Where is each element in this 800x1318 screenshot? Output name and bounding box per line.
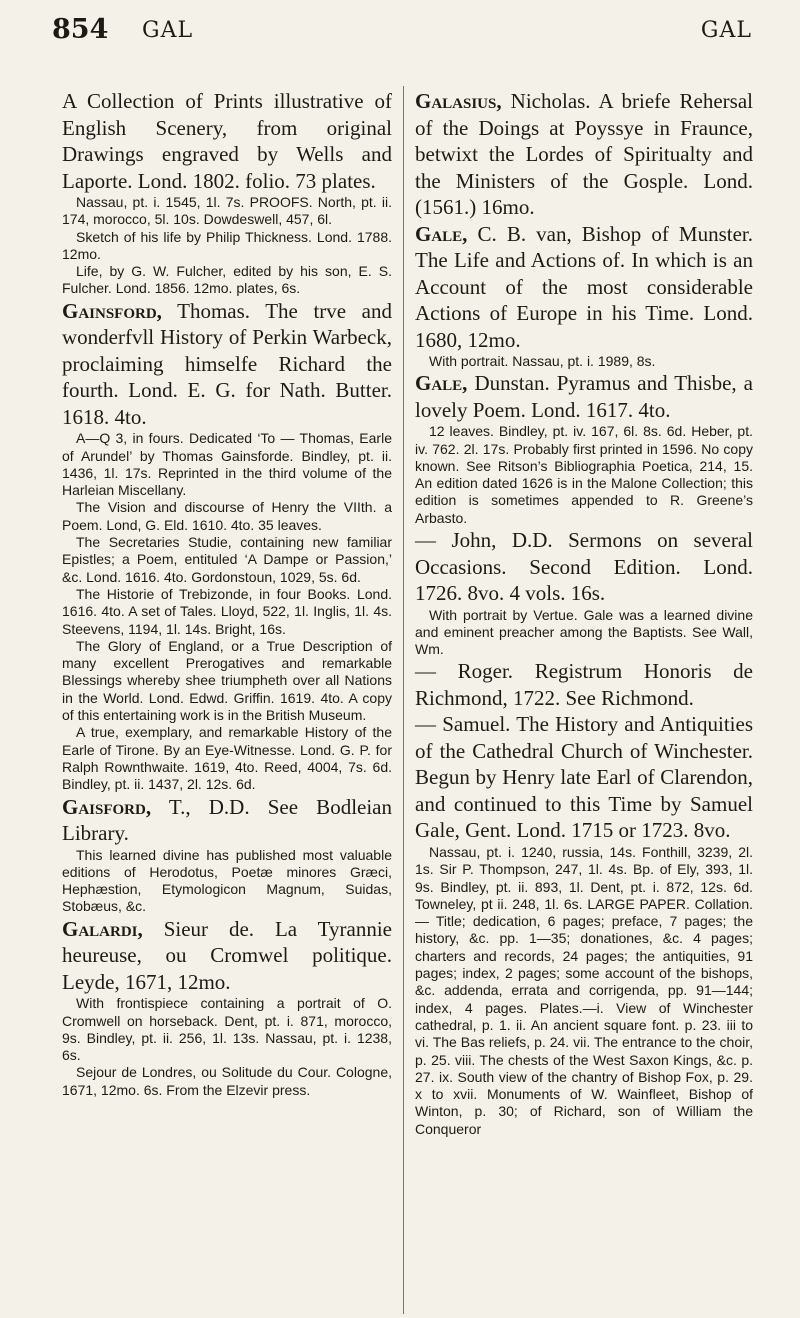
right-guide-word: GAL (700, 18, 752, 43)
entry-text: T., D.D. See Bodleian Library. (62, 794, 392, 846)
entry-text: Life, by G. W. Fulcher, edited by his son, E. S. Fulcher. Lond. 1856. 12mo. plates, 6s. (62, 263, 392, 297)
entry-text: Sieur de. La Tyrannie heureuse, ou Cromwel politique. Leyde, 1671, 12mo. (62, 916, 392, 994)
entry-note (62, 194, 392, 229)
entry-text: This learned divine has published most valuable editions of Herodotus, Poetæ minores Græci, Hephæstion, Etymologicon Magnum, Suidas, Stobæus, &c. (62, 846, 392, 915)
entry-author: Gaisford, (62, 794, 152, 819)
entry-text: — John, D.D. Sermons on several Occasions. Second Edition. Lond. 1726. 8vo. 4 vols. 16s. (415, 528, 753, 606)
entry-note (62, 1064, 392, 1099)
entry-text: The Secretaries Studie, containing new familiar Epistles; a Poem, entituled ‘A Dampe or Passion,’ &c. Lond. 1616. 4to. Gordonstoun, 1029, 5s. 6d. (62, 534, 392, 585)
entry-heading (415, 658, 753, 711)
entry-heading (415, 221, 753, 354)
entry-note (415, 607, 753, 659)
entry-text: — Roger. Registrum Honoris de Richmond, 1722. See Richmond. (415, 659, 753, 710)
entry-heading (415, 370, 753, 423)
entry-text: A—Q 3, in fours. Dedicated ‘To — Thomas, Earle of Arundel’ by Thomas Gainsforde. Bindley, pt. ii. 1436, 1l. 17s. Reprinted in the third volume of the Harleian Miscellany. (62, 430, 392, 499)
entry-text: Thomas. The trve and wonderfvll History of Perkin Warbeck, proclaiming himselfe Richard the fourth. Lond. E. G. for Nath. Butter. 1618. 4to. (62, 298, 392, 429)
entry-note (415, 353, 753, 370)
entry-text: The Historie of Trebizonde, in four Books. Lond. 1616. 4to. A set of Tales. Lloyd, 522, 1l. Inglis, 1l. 4s. Steevens, 1194, 1l. 14s. Bright, 16s. (62, 585, 392, 637)
left-column (62, 88, 392, 1099)
left-guide-word: GAL (142, 18, 194, 43)
entry-text: 12 leaves. Bindley, pt. iv. 167, 6l. 8s. 6d. Heber, pt. iv. 762. 2l. 17s. Probably first printed in 1596. No copy known. See Ritson’s Bibliographia Poetica, 214, 15. An edition dated 1626 is in the Malone Collection; this edition is sometimes appended to R. Greene’s Arbasto. (415, 423, 753, 526)
entry-heading (62, 88, 392, 194)
entry-text: Dunstan. Pyramus and Thisbe, a lovely Poem. Lond. 1617. 4to. (415, 371, 753, 422)
right-column (415, 88, 753, 1138)
entry-note (62, 499, 392, 534)
entry-author: Gale, (415, 221, 468, 246)
entry-note (62, 263, 392, 298)
entry-heading (62, 916, 392, 996)
entry-heading (62, 794, 392, 847)
entry-text: A Collection of Prints illustrative of English Scenery, from original Drawings engraved by Wells and Laporte. Lond. 1802. folio. 73 plates. (62, 89, 392, 193)
entry-text: Nassau, pt. i. 1545, 1l. 7s. PROOFS. North, pt. ii. 174, morocco, 5l. 10s. Dowdeswell, 457, 6l. (62, 194, 392, 228)
entry-text: With portrait. Nassau, pt. i. 1989, 8s. (429, 353, 656, 369)
entry-note (62, 229, 392, 264)
entry-note (62, 430, 392, 499)
entry-text: A true, exemplary, and remarkable History of the Earle of Tirone. By an Eye-Witnesse. Lond. G. P. for Ralph Rownthwaite. 1619, 4to. Reed, 4004, 7s. 6d. Bindley, pt. ii. 1437, 2l. 12s. 6d. (62, 724, 392, 793)
entry-author: Galardi, (62, 916, 143, 941)
entry-text: Sketch of his life by Philip Thickness. Lond. 1788. 12mo. (62, 228, 392, 262)
entry-note (415, 844, 753, 1138)
entry-note (62, 534, 392, 586)
entry-note (62, 995, 392, 1064)
entry-note (62, 724, 392, 793)
page-number: 854 (52, 14, 109, 45)
column-rule (403, 86, 404, 1314)
running-header (52, 14, 752, 48)
entry-text: C. B. van, Bishop of Munster. The Life and Actions of. In which is an Account of the most considerable Actions of Europe in his Time. Lond. 1680, 12mo. (415, 221, 753, 352)
entry-author: Galasius, (415, 89, 502, 113)
entry-text: The Vision and discourse of Henry the VIIth. a Poem. Lond, G. Eld. 1610. 4to. 35 leaves. (62, 499, 392, 533)
entry-author: Gainsford, (62, 298, 162, 323)
entry-text: The Glory of England, or a True Description of many excellent Prerogatives and remarkable Blessings whereby shee triumpheth over all Nations in the World. Lond. Edwd. Griffin. 1619. 4to. A copy of this entertaining work is in the British Museum. (62, 637, 392, 724)
entry-heading (62, 298, 392, 431)
entry-note (62, 586, 392, 638)
entry-heading (415, 711, 753, 844)
entry-note (415, 423, 753, 527)
entry-heading (415, 527, 753, 607)
entry-heading (415, 88, 753, 221)
entry-note (62, 847, 392, 916)
entry-author: Gale, (415, 371, 468, 396)
entry-text: With frontispiece containing a portrait of O. Cromwell on horseback. Dent, pt. i. 871, morocco, 9s. Bindley, pt. ii. 256, 1l. 13s. Nassau, pt. i. 1238, 6s. (62, 995, 392, 1064)
entry-text: Sejour de Londres, ou Solitude du Cour. Cologne, 1671, 12mo. 6s. From the Elzevir press. (62, 1064, 392, 1098)
entry-text: Nassau, pt. i. 1240, russia, 14s. Fonthill, 3239, 2l. 1s. Sir P. Thompson, 247, 1l. 4s. Bp. of Ely, 393, 1l. 9s. Bindley, pt. ii. 893, 1l. Dent, pt. i. 872, 12s. 6d. Towneley, pt ii. 248, 1l. 6s. LARGE PAPER. Collation. — Title; dedication, 6 pages; preface, 7 pages; the history, &c. pp. 1—35; donationes, &c. 4 pages; charters and records, 24 pages; the antiquities, 91 pages; index, 2 pages; some account of the bishops, &c. addenda, errata and corrigenda, pp. 91—144; index, 4 pages. Plates.—i. View of Winchester cathedral, p. 1. ii. An ancient square font. p. 23. iii to vi. The Bas reliefs, p. 24. vii. The entrance to the choir, p. 25. viii. The chests of the West Saxon Kings, &c. p. 27. ix. South view of the chantry of Bishop Fox, p. 29. x to xvii. Monuments of W. Wainfleet, Bishop of Winton, p. 30; of Richard, son of William the Conqueror (415, 843, 753, 1137)
entry-text: — Samuel. The History and Antiquities of the Cathedral Church of Winchester. Begun by Henry late Earl of Clarendon, and continued to this Time by Samuel Gale, Gent. Lond. 1715 or 1723. 8vo. (415, 712, 753, 843)
entry-text: Nicholas. A briefe Rehersal of the Doings at Poyssye in Fraunce, betwixt the Lordes of Spiritualty and the Ministers of the Gosple. Lond. (1561.) 16mo. (415, 89, 753, 219)
entry-text: With portrait by Vertue. Gale was a learned divine and eminent preacher among the Baptists. See Wall, Wm. (415, 606, 753, 658)
entry-note (62, 638, 392, 724)
